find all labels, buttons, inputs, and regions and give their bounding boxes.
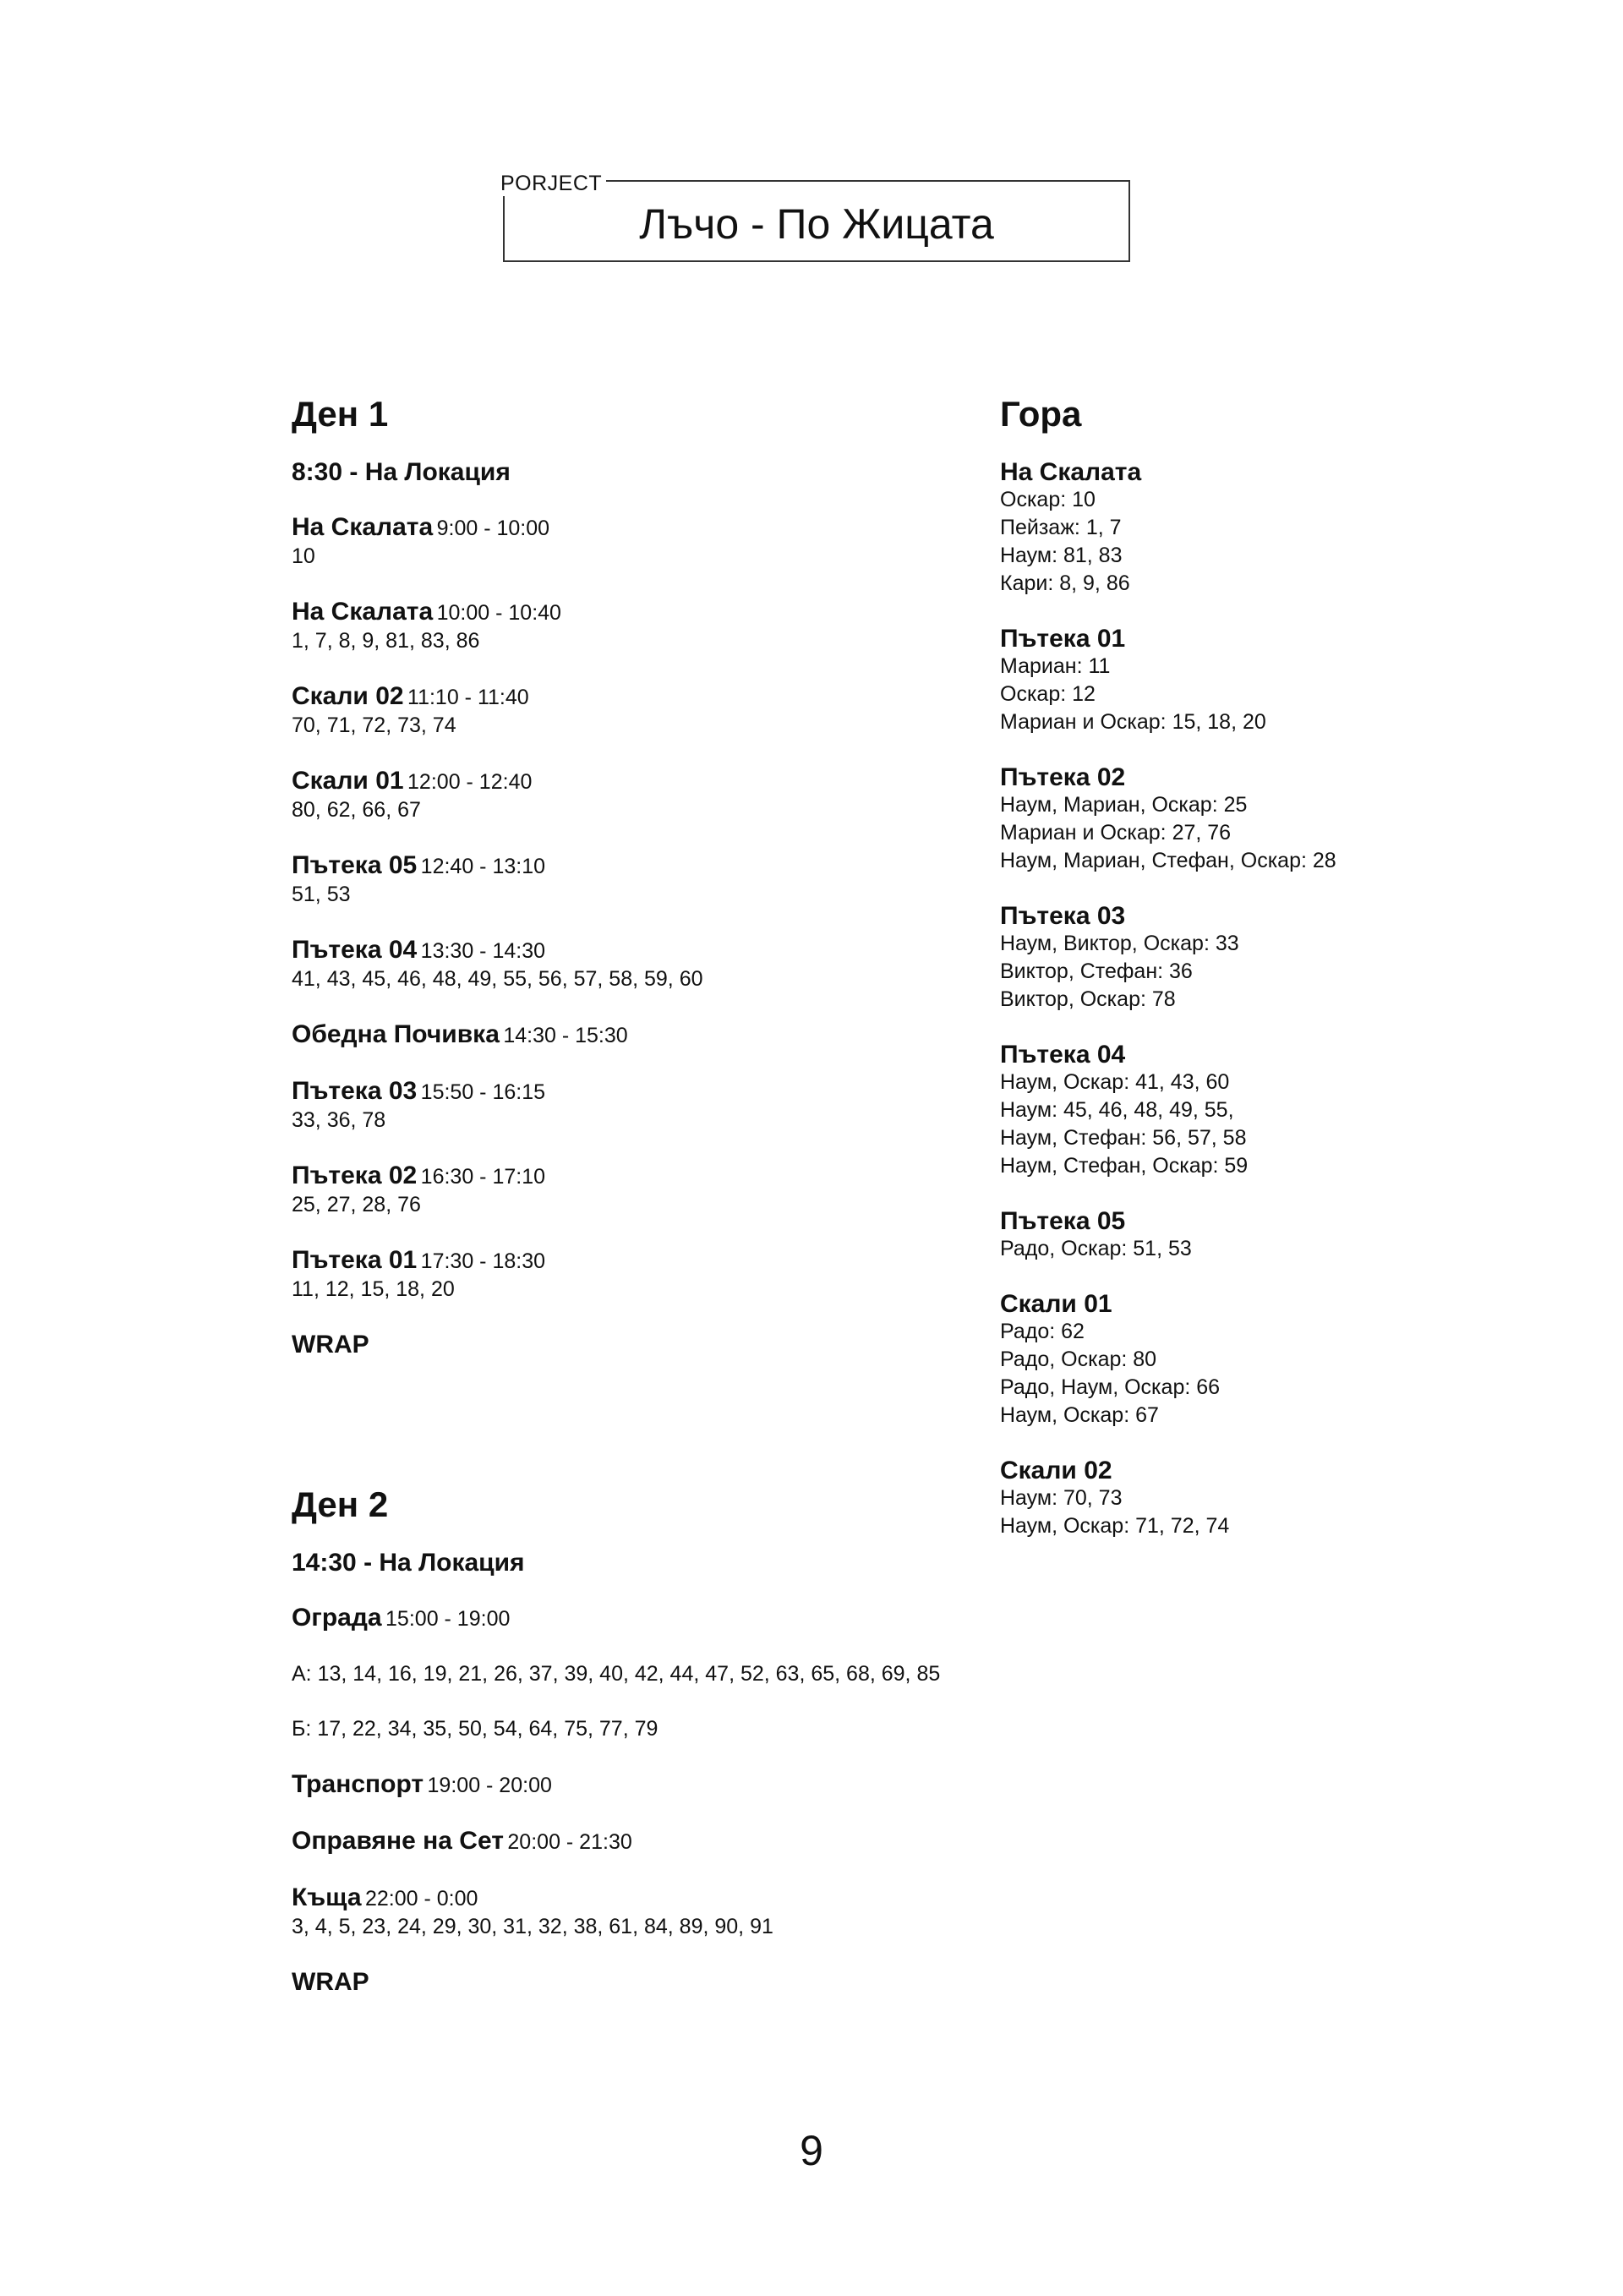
schedule-entry: Скали 01 12:00 - 12:40 80, 62, 66, 67 (292, 767, 533, 822)
forest-breakdown (1000, 458, 1592, 1567)
schedule-entry: Скали 02 11:10 - 11:40 70, 71, 72, 73, 74 (292, 682, 529, 737)
day2-call: 14:30 - На Локация (292, 1549, 525, 1577)
forest-section-item: Пътека 04 Наум, Оскар: 41, 43, 60 Наум: 45, 46, 48, 49, 55, Наум, Стефан: 56, 57, 58 Наум, Стефан, Оскар: 59 (1000, 1041, 1249, 1178)
schedule-entry: Обедна Почивка 14:30 - 15:30 (292, 1020, 628, 1048)
forest-section-item: Скали 02 Наум: 70, 73 Наум, Оскар: 71, 72, 74 (1000, 1457, 1230, 1538)
day1-schedule (292, 513, 1052, 1331)
schedule-entry: Пътека 05 12:40 - 13:10 51, 53 (292, 851, 546, 906)
day1-section (292, 393, 1052, 1358)
set-entry: Оправяне на Сет 20:00 - 21:30 (292, 1827, 632, 1855)
forest-section-item: Пътека 03 Наум, Виктор, Оскар: 33 Виктор, Стефан: 36 Виктор, Оскар: 78 (1000, 902, 1239, 1011)
forest-title: Гора (1000, 394, 1082, 434)
day2-title: Ден 2 (292, 1484, 389, 1524)
schedule-entry: Пътека 03 15:50 - 16:15 33, 36, 78 (292, 1077, 546, 1132)
project-title: Лъчо - По Жицата (639, 200, 994, 248)
house-entry: Къща 22:00 - 0:00 3, 4, 5, 23, 24, 29, 30, 31, 32, 38, 61, 84, 89, 90, 91 (292, 1883, 773, 1938)
forest-section-item: Пътека 05 Радо, Оскар: 51, 53 (1000, 1207, 1192, 1260)
day1-title: Ден 1 (292, 394, 389, 434)
group-b-scenes: Б: 17, 22, 34, 35, 50, 54, 64, 75, 77, 79 (292, 1717, 658, 1741)
schedule-entry: На Скалата 9:00 - 10:00 10 (292, 513, 550, 568)
day1-call: 8:30 - На Локация (292, 458, 511, 486)
schedule-entry: Пътека 02 16:30 - 17:10 25, 27, 28, 76 (292, 1162, 546, 1216)
forest-section-item: Пътека 01 Мариан: 11 Оскар: 12 Мариан и Оскар: 15, 18, 20 (1000, 625, 1266, 734)
fence-entry: Ограда 15:00 - 19:00 (292, 1604, 511, 1632)
forest-section-item: На Скалата Оскар: 10 Пейзаж: 1, 7 Наум: 81, 83 Кари: 8, 9, 86 (1000, 458, 1142, 595)
forest-section-item: Скали 01 Радо: 62 Радо, Оскар: 80 Радо, Наум, Оскар: 66 Наум, Оскар: 67 (1000, 1290, 1221, 1427)
schedule-entry: На Скалата 10:00 - 10:40 1, 7, 8, 9, 81, 83, 86 (292, 598, 561, 653)
forest-section-item: Пътека 02 Наум, Мариан, Оскар: 25 Мариан и Оскар: 27, 76 Наум, Мариан, Стефан, Оскар: 28 (1000, 763, 1336, 872)
forest-section (1000, 393, 1592, 1567)
page-number: 9 (800, 2127, 823, 2174)
schedule-entry: Пътека 01 17:30 - 18:30 11, 12, 15, 18, 20 (292, 1246, 546, 1301)
transport-entry: Транспорт 19:00 - 20:00 (292, 1770, 552, 1798)
day2-section (292, 1484, 1052, 1996)
day1-wrap: WRAP (292, 1331, 369, 1358)
project-label: PORJECT (500, 171, 606, 196)
schedule-entry: Пътека 04 13:30 - 14:30 41, 43, 45, 46, 48, 49, 55, 56, 57, 58, 59, 60 (292, 936, 703, 991)
day2-wrap: WRAP (292, 1968, 369, 1996)
group-a-scenes: А: 13, 14, 16, 19, 21, 26, 37, 39, 40, 42, 44, 47, 52, 63, 65, 68, 69, 85 (292, 1662, 941, 1686)
